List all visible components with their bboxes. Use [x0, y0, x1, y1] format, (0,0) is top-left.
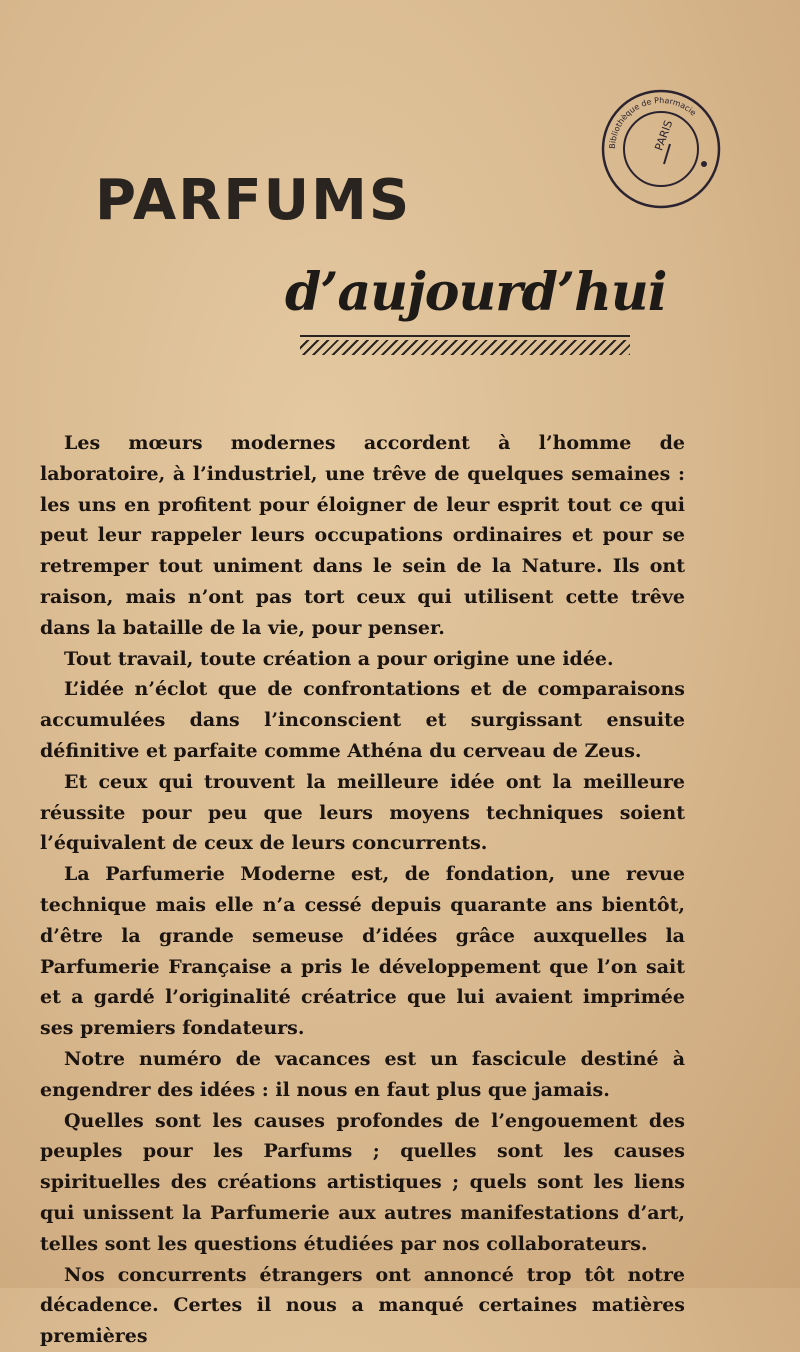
- svg-text:Bibliothèque de Pharmacie: [608, 96, 698, 149]
- page-subtitle: d’aujourd’hui: [285, 262, 667, 323]
- paragraph: Et ceux qui trouvent la meilleure idée ont la meilleure réussite pour peu que leurs moyens techniques soient l’équivalent de ceux de leurs concurrents.: [40, 770, 685, 855]
- stamp-ring-text: Bibliothèque de Pharmacie: [607, 95, 698, 150]
- paragraph: Notre numéro de vacances est un fascicule destiné à engendrer des idées : il nous en faut plus que jamais.: [40, 1047, 685, 1101]
- page-title: PARFUMS: [95, 168, 412, 233]
- paragraph: Nos concurrents étrangers ont annoncé trop tôt notre décadence. Certes il nous a manqué certaines matières premières: [40, 1263, 685, 1348]
- paragraph: Quelles sont les causes profondes de l’engouement des peuples pour les Parfums ; quelles sont les causes spirituelles des créations artistiques ; quels sont les liens qui unissent la Parfumerie aux autres manifestations d’art, telles sont les questions étudiées par nos collaborateurs.: [40, 1109, 685, 1255]
- paragraph: Les mœurs modernes accordent à l’homme de laboratoire, à l’industriel, une trêve de quelques semaines : les uns en profitent pour éloigner de leur esprit tout ce qui peut leur rappeler leurs occupations ordinaires et pour se retremper tout uniment dans le sein de la Nature. Ils ont raison, mais n’ont pas tort ceux qui utilisent cette trêve dans la bataille de la vie, pour penser.: [40, 432, 685, 639]
- decorative-rule: [300, 335, 630, 355]
- library-stamp: [600, 88, 722, 210]
- article-body: [40, 428, 685, 1352]
- paragraph: Tout travail, toute création a pour origine une idée.: [64, 647, 614, 670]
- stamp-city: PARIS: [652, 118, 676, 153]
- paragraph: L’idée n’éclot que de confrontations et de comparaisons accumulées dans l’inconscient et surgissant ensuite définitive et parfaite comme Athéna du cerveau de Zeus.: [40, 678, 685, 762]
- paragraph: La Parfumerie Moderne est, de fondation, une revue technique mais elle n’a cessé depuis quarante ans bientôt, d’être la grande semeuse d’idées grâce auxquelles la Parfumerie Française a pris le développement que l’on sait et a gardé l’originalité créatrice que lui avaient imprimée ses premiers fondateurs.: [40, 863, 685, 1040]
